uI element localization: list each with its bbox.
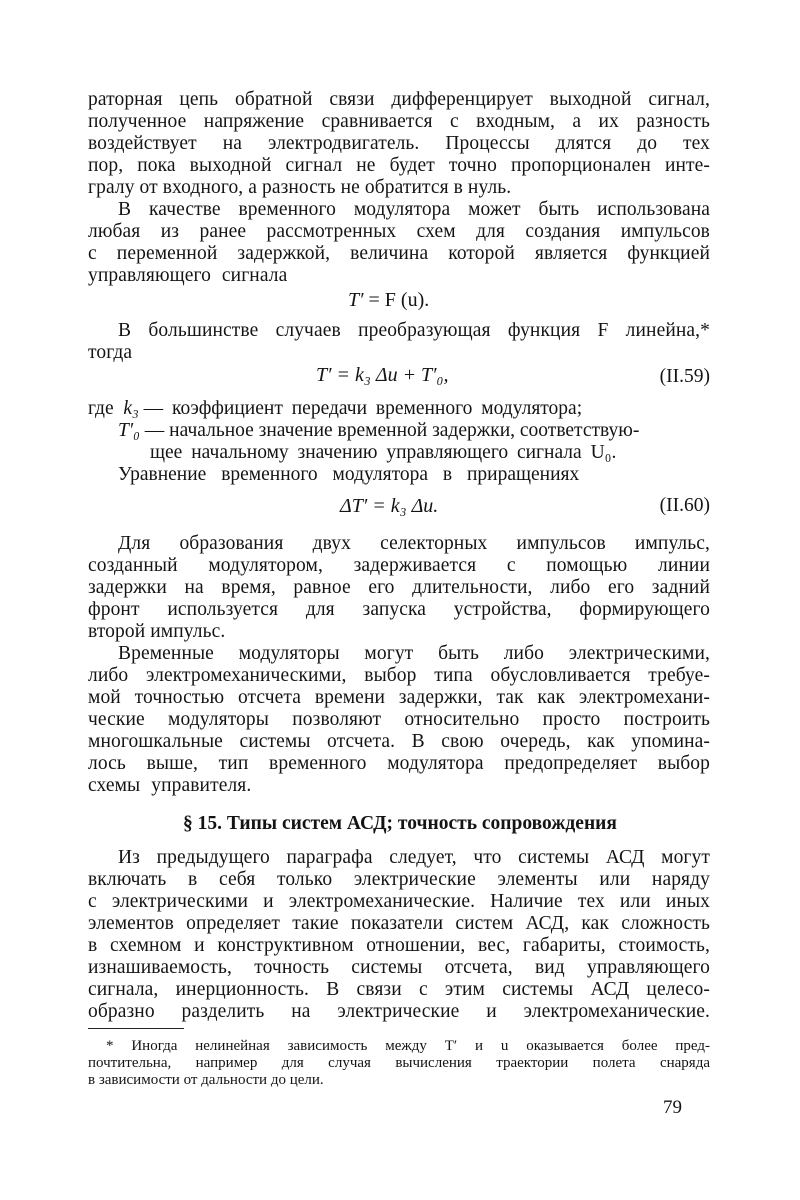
text-line: задержки на время, равное его длительности, либо его задний — [88, 577, 710, 598]
text-line: созданный модулятором, задерживается с помощью линии — [88, 555, 710, 576]
text-line: схемы управителя. — [88, 775, 252, 796]
equation-tf — [348, 289, 429, 311]
definition-symbol: k₃ — [123, 398, 139, 419]
equation-body: ΔT′ = k₃ Δu. — [340, 495, 439, 517]
text-line: сигнала, инерционность. В связи с этим системы АСД целесо- — [88, 979, 710, 1000]
footnote-rule — [88, 1028, 184, 1029]
definition-prefix: где — [88, 398, 114, 419]
definition-text: — коэффициент передачи временного модулятора; — [143, 398, 583, 419]
equation-rhs: = F (u). — [368, 289, 430, 311]
text-line: пор, пока выходной сигнал не будет точно пропорционален инте- — [88, 155, 710, 176]
text-line: раторная цепь обратной связи дифференцирует выходной сигнал, — [88, 89, 710, 110]
text-line: мой точностью отсчета времени задержки, так как электромехани- — [88, 687, 710, 708]
text-line: включать в себя только электрические элементы или наряду — [88, 869, 710, 890]
text-line: Уравнение временного модулятора в приращениях — [118, 464, 580, 485]
footnote-line: * Иногда нелинейная зависимость между T′ и u оказывается более пред- — [106, 1038, 710, 1054]
equation-number: (II.60) — [659, 495, 710, 516]
text-line: фронт используется для запуска устройства, формирующего — [88, 599, 710, 620]
text-line: либо электромеханическими, выбор типа обусловливается требуе- — [88, 665, 710, 686]
text-line: Для образования двух селекторных импульсов импульс, — [118, 533, 710, 554]
text-line: В качестве временного модулятора может быть использована — [118, 199, 710, 220]
definition-symbol: T′₀ — [118, 420, 140, 441]
text-line: многошкальные системы отсчета. В свою очередь, как упомина- — [88, 731, 710, 752]
text-line: второй импульс. — [88, 621, 226, 642]
text-line: с электрическими и электромеханические. Наличие тех или иных — [88, 891, 710, 912]
definition-continuation: щее начальному значению управляющего сигнала U₀. — [150, 442, 617, 463]
text-line: Временные модуляторы могут быть либо электрическими, — [118, 643, 710, 664]
text-line: образно разделить на электрические и электромеханические. — [88, 1001, 710, 1022]
equation-II-59 — [316, 364, 449, 386]
text-line: тогда — [88, 342, 133, 363]
text-line: любая из ранее рассмотренных схем для создания импульсов — [88, 221, 710, 242]
text-line: ческие модуляторы позволяют относительно просто построить — [88, 709, 710, 730]
text-line: управляющего сигнала — [88, 265, 288, 286]
text-line: В большинстве случаев преобразующая функция F линейна,* — [118, 320, 710, 341]
footnote-line: почтительна, например для случая вычисления траектории полета снаряда — [88, 1055, 710, 1071]
footnote-line: в зависимости от дальности до цели. — [88, 1072, 324, 1088]
text-line: элементов определяет такие показатели систем АСД, как сложность — [88, 913, 710, 934]
equation-II-60 — [340, 495, 438, 517]
text-line: Из предыдущего параграфа следует, что системы АСД могут — [118, 847, 710, 868]
page-number: 79 — [663, 1097, 682, 1118]
equation-number: (II.59) — [659, 366, 710, 387]
text-line: изнашиваемость, точность системы отсчета, вид управляющего — [88, 957, 710, 978]
section-heading: § 15. Типы систем АСД; точность сопровождения — [183, 813, 617, 834]
text-line: в схемном и конструктивном отношении, вес, габариты, стоимость, — [88, 935, 710, 956]
definition-T0 — [118, 420, 639, 442]
definition-text: — начальное значение временной задержки, соответствую- — [144, 420, 640, 441]
text-line: с переменной задержкой, величина которой является функцией — [88, 243, 710, 264]
equation-body: T′ = k₃ Δu + T′₀, — [316, 364, 449, 386]
text-line: воздействует на электродвигатель. Процессы длятся до тех — [88, 133, 710, 154]
text-line: гралу от входного, а разность не обратится в нуль. — [88, 177, 512, 198]
text-line: лось выше, тип временного модулятора предопределяет выбор — [88, 753, 710, 774]
equation-lhs: T′ — [348, 289, 364, 311]
definition-k3 — [88, 398, 582, 420]
text-line: полученное напряжение сравнивается с входным, а их разность — [88, 111, 710, 132]
